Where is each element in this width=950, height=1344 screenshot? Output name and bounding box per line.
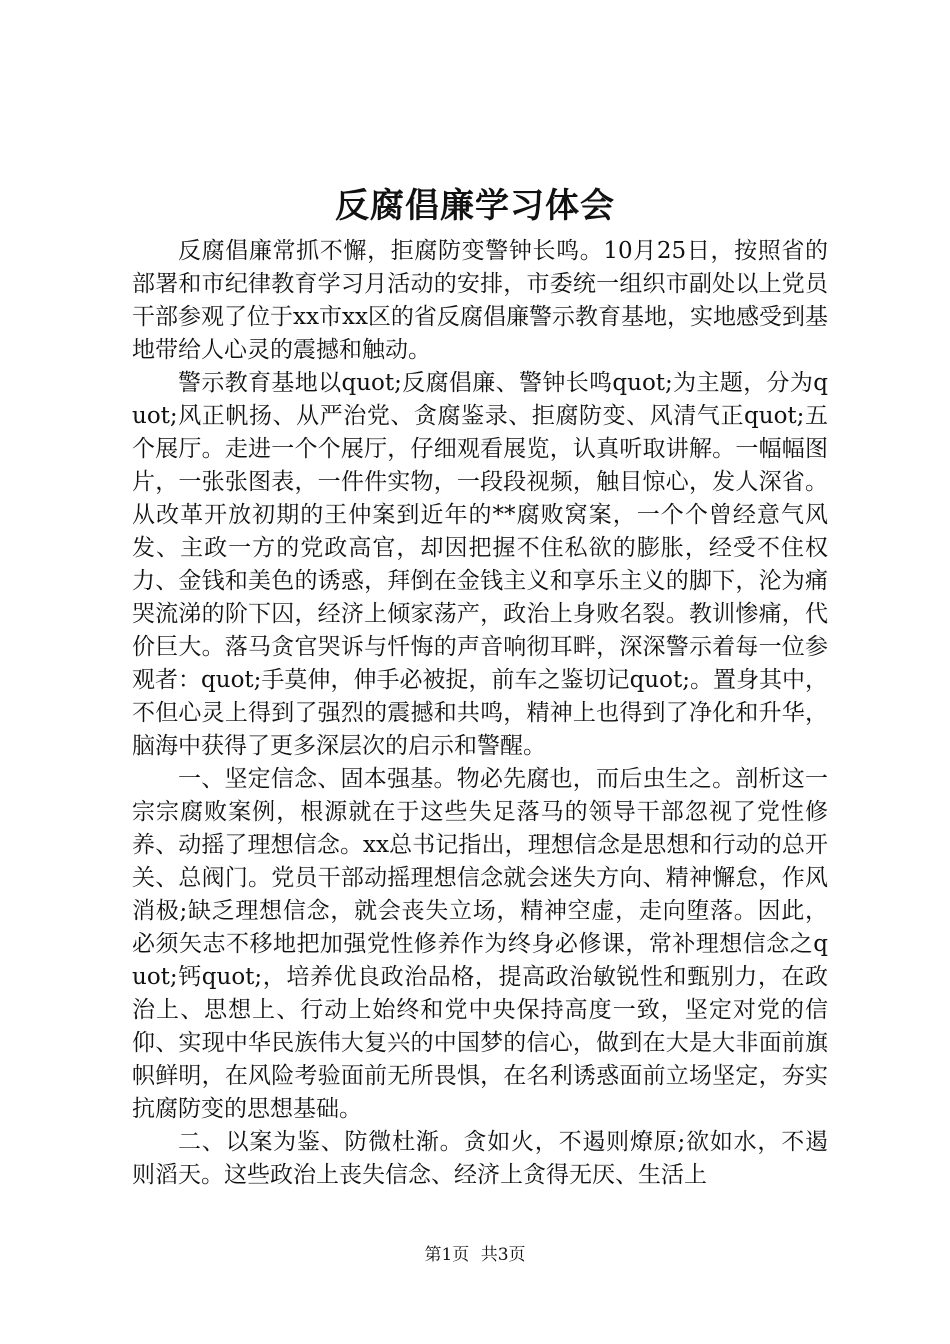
paragraph-warning-base: 警示教育基地以quot;反腐倡廉、警钟长鸣quot;为主题，分为quot;风正帆扬、从严治党、贪腐鉴录、拒腐防变、风清气正quot;五个展厅。走进一个个展厅，仔细观看展览，认真听取讲解。一幅幅图片，一张张图表，一件件实物，一段段视频，触目惊心，发人深省。从改革开放初期的王仲案到近年的**腐败窝案，一个个曾经意气风发、主政一方的党政高官，却因把握不住私欲的膨胀，经受不住权力、金钱和美色的诱惑，拜倒在金钱主义和享乐主义的脚下，沦为痛哭流涕的阶下囚，经济上倾家荡产，政治上身败名裂。教训惨痛，代价巨大。落马贪官哭诉与忏悔的声音响彻耳畔，深深警示着每一位参观者：quot;手莫伸，伸手必被捉，前车之鉴切记quot;。置身其中，不但心灵上得到了强烈的震撼和共鸣，精神上也得到了净化和升华，脑海中获得了更多深层次的启示和警醒。 [132, 370, 828, 759]
page-footer [0, 1243, 950, 1267]
page-total: 共3页 [480, 1245, 526, 1265]
paragraph-point-two: 二、以案为鉴、防微杜渐。贪如火，不遏则燎原;欲如水，不遏则滔天。这些政治上丧失信念、经济上贪得无厌、生活上 [132, 1129, 828, 1188]
document-body [132, 235, 828, 1192]
paragraph-point-one: 一、坚定信念、固本强基。物必先腐也，而后虫生之。剖析这一宗宗腐败案例，根源就在于这些失足落马的领导干部忽视了党性修养、动摇了理想信念。xx总书记指出，理想信念是思想和行动的总开关、总阀门。党员干部动摇理想信念就会迷失方向、精神懈怠，作风消极;缺乏理想信念，就会丧失立场，精神空虚，走向堕落。因此，必须矢志不移地把加强党性修养作为终身必修课，常补理想信念之quot;钙quot;，培养优良政治品格，提高政治敏锐性和甄别力，在政治上、思想上、行动上始终和党中央保持高度一致，坚定对党的信仰、实现中华民族伟大复兴的中国梦的信心，做到在大是大非面前旗帜鲜明，在风险考验面前无所畏惧，在名利诱惑面前立场坚定，夯实抗腐防变的思想基础。 [132, 766, 828, 1122]
document-title: 反腐倡廉学习体会 [335, 186, 615, 226]
page-number: 第1页 [424, 1245, 470, 1265]
paragraph-intro: 反腐倡廉常抓不懈，拒腐防变警钟长鸣。10月25日，按照省的部署和市纪律教育学习月活动的安排，市委统一组织市副处以上党员干部参观了位于xx市xx区的省反腐倡廉警示教育基地，实地感受到基地带给人心灵的震撼和触动。 [132, 238, 828, 363]
